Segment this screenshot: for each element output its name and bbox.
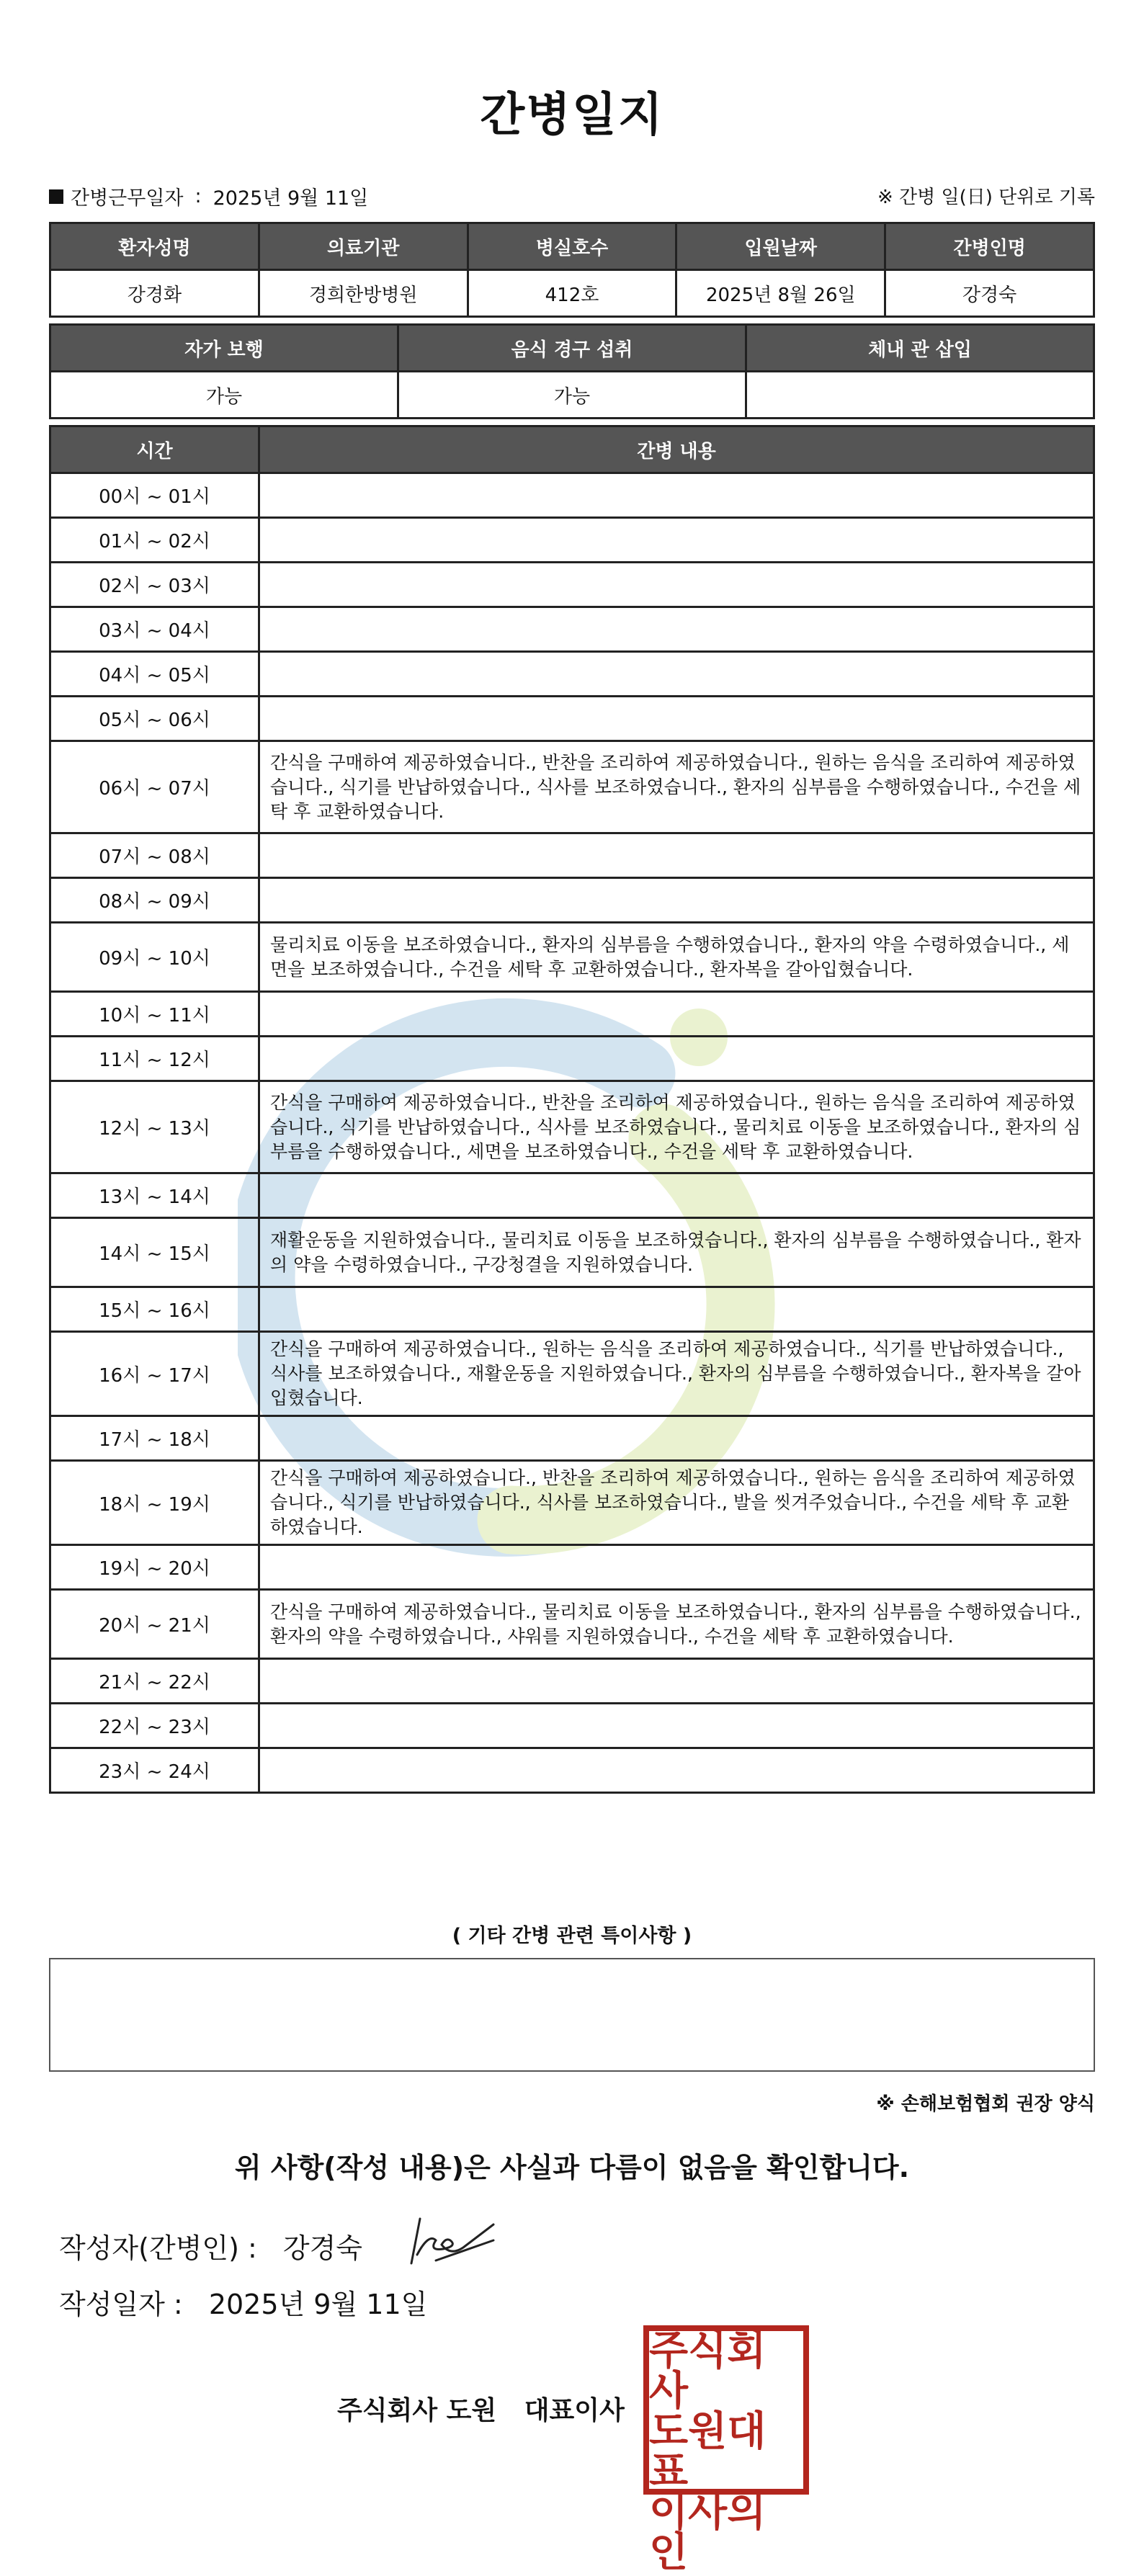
care-log-row <box>50 992 1094 1037</box>
care-log-row <box>50 563 1094 607</box>
time-slot: 18시 ~ 19시 <box>50 1461 259 1545</box>
seal-line: 이사의인 <box>649 2489 767 2576</box>
care-log-row <box>50 1287 1094 1332</box>
hospital-header: 의료기관 <box>259 223 468 270</box>
seal-line: 주식회사 <box>649 2327 767 2415</box>
patient-status-table <box>49 323 1095 419</box>
care-log-row <box>50 741 1094 833</box>
patient-status-value-row <box>50 372 1094 419</box>
time-header: 시간 <box>50 426 259 473</box>
time-slot: 04시 ~ 05시 <box>50 652 259 697</box>
patient-name-header: 환자성명 <box>50 223 259 270</box>
time-slot: 17시 ~ 18시 <box>50 1416 259 1461</box>
care-content <box>259 473 1094 518</box>
care-content <box>259 1037 1094 1081</box>
writer-line <box>59 2226 362 2266</box>
oral-intake-header: 음식 경구 섭취 <box>398 325 746 372</box>
care-log-row <box>50 518 1094 563</box>
work-date-value: 2025년 9월 11일 <box>213 187 369 210</box>
signature-mark <box>407 2211 501 2269</box>
time-slot: 22시 ~ 23시 <box>50 1704 259 1748</box>
care-content <box>259 518 1094 563</box>
time-slot: 02시 ~ 03시 <box>50 563 259 607</box>
self-walking-header: 자가 보행 <box>50 325 398 372</box>
care-content: 간식을 구매하여 제공하였습니다., 물리치료 이동을 보조하였습니다., 환자의 심부름을 수행하였습니다., 환자의 약을 수령하였습니다., 샤워를 지원하였습니다., 수건을 세탁 후 교환하였습니다. <box>259 1590 1094 1659</box>
care-content: 간식을 구매하여 제공하였습니다., 반찬을 조리하여 제공하였습니다., 원하는 음식을 조리하여 제공하였습니다., 식기를 반납하였습니다., 식사를 보조하였습니다., 환자의 심부름을 수행하였습니다., 수건을 세탁 후 교환하였습니다. <box>259 741 1094 833</box>
care-content-header: 간병 내용 <box>259 426 1094 473</box>
care-content <box>259 992 1094 1037</box>
care-log-row <box>50 1081 1094 1173</box>
time-slot: 09시 ~ 10시 <box>50 923 259 992</box>
tube-insertion-value <box>746 372 1094 419</box>
admission-date-header: 입원날짜 <box>676 223 885 270</box>
tube-insertion-header: 체내 관 삽입 <box>746 325 1094 372</box>
care-log-row <box>50 1037 1094 1081</box>
time-slot: 15시 ~ 16시 <box>50 1287 259 1332</box>
care-content: 간식을 구매하여 제공하였습니다., 반찬을 조리하여 제공하였습니다., 원하는 음식을 조리하여 제공하였습니다., 식기를 반납하였습니다., 식사를 보조하였습니다., 발을 씻겨주었습니다., 수건을 세탁 후 교환하였습니다. <box>259 1461 1094 1545</box>
care-content <box>259 1416 1094 1461</box>
care-content <box>259 878 1094 923</box>
care-content <box>259 563 1094 607</box>
writer-label: 작성자(간병인) : <box>59 2232 257 2264</box>
care-log-row <box>50 1748 1094 1793</box>
care-log-row <box>50 1461 1094 1545</box>
care-log-row <box>50 878 1094 923</box>
care-log-header-row <box>50 426 1094 473</box>
room-number-header: 병실호수 <box>468 223 676 270</box>
time-slot: 19시 ~ 20시 <box>50 1545 259 1590</box>
record-unit-note: ※ 간병 일(日) 단위로 기록 <box>877 187 1095 208</box>
care-log-row <box>50 1173 1094 1218</box>
care-content <box>259 607 1094 652</box>
time-slot: 03시 ~ 04시 <box>50 607 259 652</box>
room-number: 412호 <box>468 270 676 317</box>
care-log-row <box>50 1704 1094 1748</box>
time-slot: 16시 ~ 17시 <box>50 1332 259 1416</box>
care-log-row <box>50 607 1094 652</box>
patient-status-header-row <box>50 325 1094 372</box>
page-title: 간병일지 <box>480 89 664 142</box>
representative-title: 대표이사 <box>524 2396 625 2425</box>
admission-date: 2025년 8월 26일 <box>676 270 885 317</box>
writer-date-label: 작성일자 : <box>59 2289 183 2320</box>
care-log-row <box>50 1659 1094 1704</box>
writer-date-line <box>59 2282 427 2322</box>
form-source-note: ※ 손해보험협회 권장 양식 <box>876 2093 1095 2115</box>
time-slot: 05시 ~ 06시 <box>50 697 259 741</box>
patient-info-value-row <box>50 270 1094 317</box>
patient-name: 강경화 <box>50 270 259 317</box>
company-line <box>337 2390 625 2427</box>
time-slot: 21시 ~ 22시 <box>50 1659 259 1704</box>
time-slot: 13시 ~ 14시 <box>50 1173 259 1218</box>
care-content <box>259 1748 1094 1793</box>
care-content <box>259 697 1094 741</box>
time-slot: 12시 ~ 13시 <box>50 1081 259 1173</box>
work-date-label: 간병근무일자 <box>71 187 184 210</box>
care-content: 재활운동을 지원하였습니다., 물리치료 이동을 보조하였습니다., 환자의 심부름을 수행하였습니다., 환자의 약을 수령하였습니다., 구강청결을 지원하였습니다. <box>259 1218 1094 1287</box>
care-content: 물리치료 이동을 보조하였습니다., 환자의 심부름을 수행하였습니다., 환자의 약을 수령하였습니다., 세면을 보조하였습니다., 수건을 세탁 후 교환하였습니다., 환자복을 갈아입혔습니다. <box>259 923 1094 992</box>
care-content <box>259 1704 1094 1748</box>
company-name: 주식회사 도원 <box>337 2396 497 2425</box>
care-log-row <box>50 1416 1094 1461</box>
work-date <box>49 182 368 210</box>
care-content <box>259 833 1094 878</box>
time-slot: 23시 ~ 24시 <box>50 1748 259 1793</box>
care-log-row <box>50 473 1094 518</box>
time-slot: 07시 ~ 08시 <box>50 833 259 878</box>
time-slot: 06시 ~ 07시 <box>50 741 259 833</box>
care-content <box>259 1173 1094 1218</box>
caregiver-name-header: 간병인명 <box>885 223 1094 270</box>
confirmation-statement: 위 사항(작성 내용)은 사실과 다름이 없음을 확인합니다. <box>234 2152 910 2183</box>
writer-date-value: 2025년 9월 11일 <box>208 2289 428 2320</box>
time-slot: 14시 ~ 15시 <box>50 1218 259 1287</box>
bullet-square-icon <box>49 189 63 204</box>
care-log-row <box>50 923 1094 992</box>
care-log-table <box>49 425 1095 1794</box>
time-slot: 08시 ~ 09시 <box>50 878 259 923</box>
care-log-row <box>50 1332 1094 1416</box>
seal-line: 도원대표 <box>649 2408 767 2495</box>
self-walking-value: 가능 <box>50 372 398 419</box>
care-log-row <box>50 833 1094 878</box>
patient-info-table <box>49 222 1095 318</box>
oral-intake-value: 가능 <box>398 372 746 419</box>
care-log-row <box>50 697 1094 741</box>
time-slot: 20시 ~ 21시 <box>50 1590 259 1659</box>
time-slot: 11시 ~ 12시 <box>50 1037 259 1081</box>
care-log-row <box>50 1545 1094 1590</box>
care-log-row <box>50 1218 1094 1287</box>
care-content <box>259 652 1094 697</box>
care-content: 간식을 구매하여 제공하였습니다., 반찬을 조리하여 제공하였습니다., 원하는 음식을 조리하여 제공하였습니다., 식기를 반납하였습니다., 식사를 보조하였습니다., 물리치료 이동을 보조하였습니다., 환자의 심부름을 수행하였습니다., 세면을 보조하였습니다., 수건을 세탁 후 교환하였습니다. <box>259 1081 1094 1173</box>
writer-name: 강경숙 <box>282 2232 362 2264</box>
care-content <box>259 1545 1094 1590</box>
work-date-separator: : <box>195 185 202 207</box>
company-seal-stamp <box>643 2325 809 2576</box>
time-slot: 00시 ~ 01시 <box>50 473 259 518</box>
care-log-row <box>50 652 1094 697</box>
patient-info-header-row <box>50 223 1094 270</box>
care-content <box>259 1659 1094 1704</box>
time-slot: 10시 ~ 11시 <box>50 992 259 1037</box>
care-log-row <box>50 1590 1094 1659</box>
notes-title: ( 기타 간병 관련 특이사항 ) <box>452 1925 692 1947</box>
notes-box <box>49 1958 1095 2072</box>
time-slot: 01시 ~ 02시 <box>50 518 259 563</box>
care-content <box>259 1287 1094 1332</box>
caregiver-name: 강경숙 <box>885 270 1094 317</box>
care-content: 간식을 구매하여 제공하였습니다., 원하는 음식을 조리하여 제공하였습니다., 식기를 반납하였습니다., 식사를 보조하였습니다., 재활운동을 지원하였습니다., 환자의 심부름을 수행하였습니다., 환자복을 갈아입혔습니다. <box>259 1332 1094 1416</box>
hospital-name: 경희한방병원 <box>259 270 468 317</box>
